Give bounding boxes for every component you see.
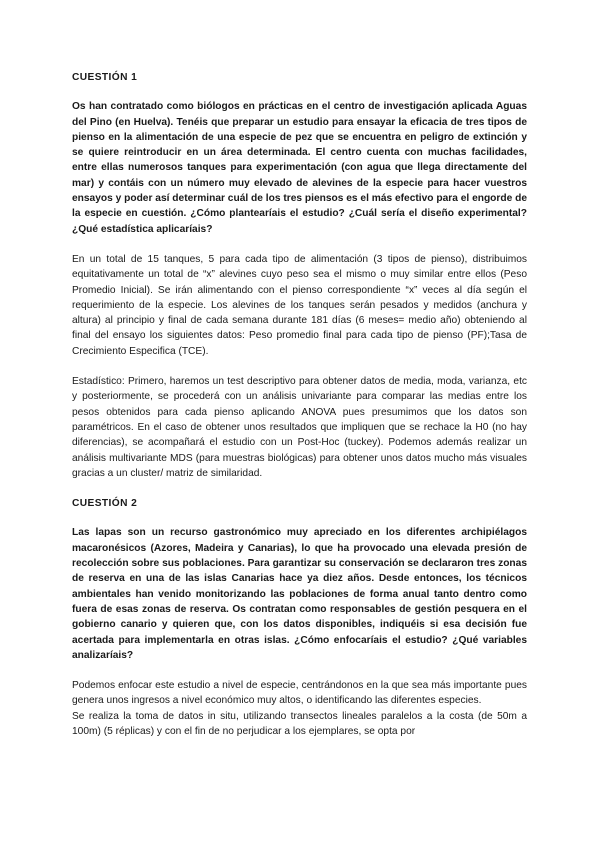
question-text: Os han contratado como biólogos en prácticas en el centro de investigación aplicada Aguas del Pino (en Huelva). Tenéis que preparar un estudio para ensayar la eficacia de tres tipos de pienso en la alimentación de una especie de pez que se encuentra en peligro de extinción y se quiere reintroducir en un área determinada. El centro cuenta con muchas facilidades, entre ellas numerosos tanques para experimentación (con agua que llega directamente del mar) y contáis con un número muy elevado de alevines de la especie para hacer vuestros ensayos y poder así determinar cuál de los tres piensos es el más efectivo para el engorde de la especie en cuestión. ¿Cómo plantearíais el estudio? ¿Cuál sería el diseño experimental? ¿Qué estadística aplicaríais? <box>72 101 527 235</box>
section-heading: CUESTIÓN 2 <box>72 498 138 510</box>
question-text: Las lapas son un recurso gastronómico muy apreciado en los diferentes archipiélagos macaronésicos (Azores, Madeira y Canarias), lo que ha provocado una elevada presión de recolección sobre sus poblaciones. Para garantizar su conservación se declararon tres zonas de reserva en una de las islas Canarias hace ya diez años. Desde entonces, los técnicos ambientales han venido monitorizando las poblaciones de forma anual tanto dentro como fuera de esas zonas de reserva. Os contratan como responsables de gestión pesquera en el gobierno canario y quieren que, con los datos disponibles, indiquéis si esa decisión fue acertada para implementarla en otras islas. ¿Cómo enfocaríais el estudio? ¿Qué variables analizaríais? <box>72 527 527 661</box>
answer-paragraph: Estadístico: Primero, haremos un test descriptivo para obtener datos de media, moda, varianza, etc y posteriormente, se procederá con un análisis univariante para comparar las medias entre los pesos obtenidos para cada pienso aplicando ANOVA pues presumimos que los datos son paramétricos. En el caso de obtener unos resultados que impliquen que se rechace la H0 (no hay diferencias), se acompañará el estudio con un Post-Hoc (tuckey). Podemos además realizar un análisis multivariante MDS (para muestras biológicas) para obtener unos datos mucho más visuales gracias a un cluster/ matriz de similaridad. <box>72 376 527 479</box>
section-heading: CUESTIÓN 1 <box>72 72 138 83</box>
document-body <box>72 70 527 739</box>
answer-paragraph: En un total de 15 tanques, 5 para cada tipo de alimentación (3 tipos de pienso), distribuimos equitativamente un total de “x” alevines cuyo peso sea el mismo o muy similar entre ellos (Peso Promedio Inicial). Se irán alimentando con el pienso correspondiente “x” veces al día según el requerimiento de la especie. Los alevines de los tanques serán pesados y medidos (anchura y altura) al principio y final de cada semana durante 181 días (6 meses= medio año) obteniendo al final del ensayo los siguientes datos: Peso promedio final para cada tipo de pienso (PF);Tasa de Crecimiento Especifica (TCE). <box>72 253 527 357</box>
section-cuestion-1 <box>72 70 527 481</box>
answer-paragraph: Se realiza la toma de datos in situ, utilizando transectos lineales paralelos a la costa (de 50m a 100m) (5 réplicas) y con el fin de no perjudicar a los ejemplares, se opta por <box>72 710 527 737</box>
answer-paragraph: Podemos enfocar este estudio a nivel de especie, centrándonos en la que sea más importante pues genera unos ingresos a nivel económico muy altos, o identificando las diferentes especies. <box>72 680 527 707</box>
section-cuestion-2 <box>72 496 527 739</box>
